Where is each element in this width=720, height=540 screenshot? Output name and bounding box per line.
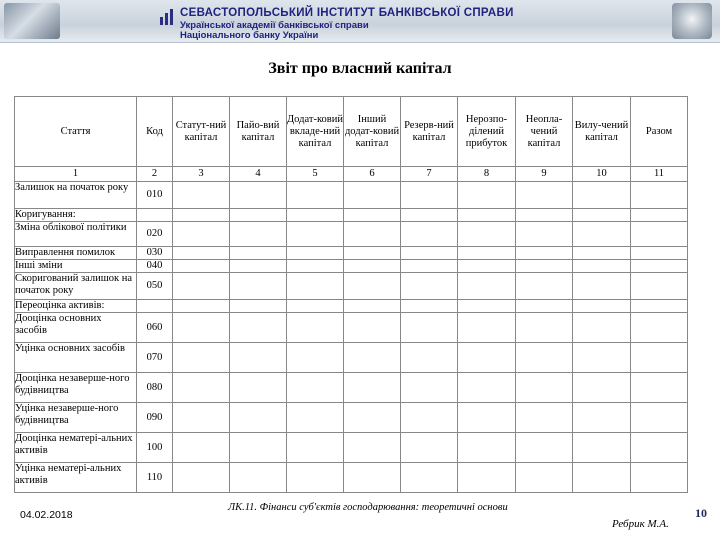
row-article: Дооцінка основних засобів bbox=[15, 313, 137, 343]
empty-cell bbox=[287, 260, 344, 273]
row-code bbox=[137, 300, 173, 313]
empty-cell bbox=[230, 343, 287, 373]
row-article: Коригування: bbox=[15, 209, 137, 222]
page-number: 10 bbox=[695, 506, 707, 520]
empty-cell bbox=[458, 260, 516, 273]
column-header-3: Статут-ний капітал bbox=[173, 97, 230, 167]
column-header-1: Стаття bbox=[15, 97, 137, 167]
institute-mark-icon bbox=[160, 9, 174, 25]
row-article: Уцінка основних засобів bbox=[15, 343, 137, 373]
empty-cell bbox=[516, 222, 573, 247]
empty-cell bbox=[173, 463, 230, 493]
empty-cell bbox=[631, 403, 688, 433]
table-row bbox=[15, 343, 688, 373]
row-code: 100 bbox=[137, 433, 173, 463]
row-code: 010 bbox=[137, 182, 173, 209]
empty-cell bbox=[401, 343, 458, 373]
empty-cell bbox=[631, 273, 688, 300]
empty-cell bbox=[631, 373, 688, 403]
table-row bbox=[15, 273, 688, 300]
empty-cell bbox=[344, 260, 401, 273]
empty-cell bbox=[516, 463, 573, 493]
empty-cell bbox=[458, 463, 516, 493]
empty-cell bbox=[631, 433, 688, 463]
column-header-6: Інший додат-ковий капітал bbox=[344, 97, 401, 167]
row-article: Інші зміни bbox=[15, 260, 137, 273]
empty-cell bbox=[287, 209, 344, 222]
empty-cell bbox=[458, 222, 516, 247]
column-number-8: 8 bbox=[458, 167, 516, 182]
empty-cell bbox=[573, 433, 631, 463]
empty-cell bbox=[173, 182, 230, 209]
empty-cell bbox=[230, 260, 287, 273]
empty-cell bbox=[230, 403, 287, 433]
empty-cell bbox=[573, 222, 631, 247]
table-row bbox=[15, 300, 688, 313]
empty-cell bbox=[458, 209, 516, 222]
institute-subtitle-2: Національного банку України bbox=[180, 30, 319, 41]
empty-cell bbox=[344, 373, 401, 403]
footer-lecture-title: ЛК.11. Фінанси суб'єктів господарювання: теоретичні основи bbox=[228, 502, 508, 513]
empty-cell bbox=[230, 273, 287, 300]
column-number-3: 3 bbox=[173, 167, 230, 182]
empty-cell bbox=[344, 182, 401, 209]
empty-cell bbox=[516, 373, 573, 403]
empty-cell bbox=[573, 403, 631, 433]
footer-date: 04.02.2018 bbox=[20, 509, 73, 521]
empty-cell bbox=[344, 313, 401, 343]
empty-cell bbox=[173, 260, 230, 273]
empty-cell bbox=[230, 222, 287, 247]
empty-cell bbox=[401, 247, 458, 260]
empty-cell bbox=[573, 182, 631, 209]
column-number-1: 1 bbox=[15, 167, 137, 182]
empty-cell bbox=[287, 433, 344, 463]
footer-author: Ребрик М.А. bbox=[612, 518, 669, 530]
empty-cell bbox=[516, 313, 573, 343]
empty-cell bbox=[573, 343, 631, 373]
empty-cell bbox=[631, 300, 688, 313]
row-article: Переоцінка активів: bbox=[15, 300, 137, 313]
empty-cell bbox=[230, 373, 287, 403]
column-header-11: Разом bbox=[631, 97, 688, 167]
empty-cell bbox=[573, 247, 631, 260]
row-code: 050 bbox=[137, 273, 173, 300]
empty-cell bbox=[401, 260, 458, 273]
empty-cell bbox=[344, 222, 401, 247]
column-number-row bbox=[15, 167, 688, 182]
table-row bbox=[15, 222, 688, 247]
empty-cell bbox=[458, 247, 516, 260]
empty-cell bbox=[573, 373, 631, 403]
empty-cell bbox=[401, 222, 458, 247]
empty-cell bbox=[516, 247, 573, 260]
empty-cell bbox=[173, 247, 230, 260]
column-header-8: Нерозпо-ділений прибуток bbox=[458, 97, 516, 167]
empty-cell bbox=[458, 300, 516, 313]
column-header-2: Код bbox=[137, 97, 173, 167]
row-code: 030 bbox=[137, 247, 173, 260]
empty-cell bbox=[287, 273, 344, 300]
column-number-6: 6 bbox=[344, 167, 401, 182]
empty-cell bbox=[573, 273, 631, 300]
table-row bbox=[15, 463, 688, 493]
row-article: Уцінка нематері-альних активів bbox=[15, 463, 137, 493]
column-number-2: 2 bbox=[137, 167, 173, 182]
empty-cell bbox=[173, 222, 230, 247]
equity-report-table bbox=[14, 96, 688, 493]
row-article: Залишок на початок року bbox=[15, 182, 137, 209]
row-code: 060 bbox=[137, 313, 173, 343]
empty-cell bbox=[230, 300, 287, 313]
empty-cell bbox=[516, 273, 573, 300]
empty-cell bbox=[287, 313, 344, 343]
empty-cell bbox=[573, 313, 631, 343]
empty-cell bbox=[631, 247, 688, 260]
row-code: 080 bbox=[137, 373, 173, 403]
empty-cell bbox=[573, 209, 631, 222]
empty-cell bbox=[344, 247, 401, 260]
empty-cell bbox=[573, 463, 631, 493]
table-row bbox=[15, 403, 688, 433]
empty-cell bbox=[287, 300, 344, 313]
empty-cell bbox=[458, 313, 516, 343]
empty-cell bbox=[230, 463, 287, 493]
column-header-7: Резерв-ний капітал bbox=[401, 97, 458, 167]
table-header-row bbox=[15, 97, 688, 167]
empty-cell bbox=[344, 273, 401, 300]
empty-cell bbox=[631, 260, 688, 273]
row-article: Зміна облікової політики bbox=[15, 222, 137, 247]
empty-cell bbox=[344, 209, 401, 222]
row-code: 020 bbox=[137, 222, 173, 247]
table-row bbox=[15, 209, 688, 222]
column-header-9: Неопла-чений капітал bbox=[516, 97, 573, 167]
coat-of-arms-logo bbox=[672, 3, 712, 39]
column-number-11: 11 bbox=[631, 167, 688, 182]
empty-cell bbox=[631, 343, 688, 373]
table-row bbox=[15, 247, 688, 260]
empty-cell bbox=[401, 373, 458, 403]
row-article: Скоригований залишок на початок року bbox=[15, 273, 137, 300]
empty-cell bbox=[344, 403, 401, 433]
table-body bbox=[15, 182, 688, 493]
empty-cell bbox=[516, 209, 573, 222]
empty-cell bbox=[516, 182, 573, 209]
row-code: 040 bbox=[137, 260, 173, 273]
empty-cell bbox=[230, 247, 287, 260]
row-article: Виправлення помилок bbox=[15, 247, 137, 260]
empty-cell bbox=[230, 433, 287, 463]
empty-cell bbox=[344, 433, 401, 463]
column-number-5: 5 bbox=[287, 167, 344, 182]
empty-cell bbox=[230, 313, 287, 343]
empty-cell bbox=[401, 273, 458, 300]
empty-cell bbox=[458, 273, 516, 300]
empty-cell bbox=[287, 463, 344, 493]
empty-cell bbox=[287, 343, 344, 373]
row-article: Дооцінка нематері-альних активів bbox=[15, 433, 137, 463]
empty-cell bbox=[173, 313, 230, 343]
table-row bbox=[15, 313, 688, 343]
empty-cell bbox=[458, 403, 516, 433]
empty-cell bbox=[631, 222, 688, 247]
empty-cell bbox=[631, 313, 688, 343]
empty-cell bbox=[631, 463, 688, 493]
header-banner bbox=[0, 0, 720, 43]
empty-cell bbox=[401, 300, 458, 313]
column-header-5: Додат-ковий вкладе-ний капітал bbox=[287, 97, 344, 167]
row-code: 070 bbox=[137, 343, 173, 373]
empty-cell bbox=[401, 463, 458, 493]
table-row bbox=[15, 260, 688, 273]
row-code bbox=[137, 209, 173, 222]
institute-name: СЕВАСТОПОЛЬСЬКИЙ ІНСТИТУТ БАНКІВСЬКОЇ СПРАВИ bbox=[180, 7, 514, 19]
empty-cell bbox=[287, 373, 344, 403]
row-article: Уцінка незаверше-ного будівництва bbox=[15, 403, 137, 433]
empty-cell bbox=[173, 343, 230, 373]
page-title: Звіт про власний капітал bbox=[268, 60, 452, 77]
empty-cell bbox=[230, 209, 287, 222]
column-number-7: 7 bbox=[401, 167, 458, 182]
empty-cell bbox=[344, 463, 401, 493]
column-number-10: 10 bbox=[573, 167, 631, 182]
empty-cell bbox=[573, 300, 631, 313]
empty-cell bbox=[516, 260, 573, 273]
empty-cell bbox=[631, 182, 688, 209]
empty-cell bbox=[173, 273, 230, 300]
empty-cell bbox=[516, 403, 573, 433]
empty-cell bbox=[344, 300, 401, 313]
empty-cell bbox=[287, 247, 344, 260]
empty-cell bbox=[230, 182, 287, 209]
empty-cell bbox=[173, 373, 230, 403]
column-number-9: 9 bbox=[516, 167, 573, 182]
empty-cell bbox=[573, 260, 631, 273]
empty-cell bbox=[516, 343, 573, 373]
empty-cell bbox=[173, 433, 230, 463]
table-row bbox=[15, 182, 688, 209]
column-header-4: Пайо-вий капітал bbox=[230, 97, 287, 167]
empty-cell bbox=[516, 300, 573, 313]
empty-cell bbox=[516, 433, 573, 463]
empty-cell bbox=[401, 313, 458, 343]
empty-cell bbox=[458, 343, 516, 373]
empty-cell bbox=[287, 403, 344, 433]
empty-cell bbox=[173, 403, 230, 433]
row-code: 090 bbox=[137, 403, 173, 433]
empty-cell bbox=[287, 182, 344, 209]
table-row bbox=[15, 373, 688, 403]
empty-cell bbox=[458, 182, 516, 209]
row-code: 110 bbox=[137, 463, 173, 493]
column-header-10: Вилу-чений капітал bbox=[573, 97, 631, 167]
empty-cell bbox=[401, 182, 458, 209]
empty-cell bbox=[173, 300, 230, 313]
empty-cell bbox=[631, 209, 688, 222]
empty-cell bbox=[401, 403, 458, 433]
institute-subtitle-1: Української академії банківської справи bbox=[180, 20, 369, 31]
table-row bbox=[15, 433, 688, 463]
institute-building-logo bbox=[4, 3, 60, 39]
row-article: Дооцінка незаверше-ного будівництва bbox=[15, 373, 137, 403]
empty-cell bbox=[401, 433, 458, 463]
empty-cell bbox=[173, 209, 230, 222]
empty-cell bbox=[458, 373, 516, 403]
empty-cell bbox=[401, 209, 458, 222]
empty-cell bbox=[344, 343, 401, 373]
column-number-4: 4 bbox=[230, 167, 287, 182]
empty-cell bbox=[458, 433, 516, 463]
empty-cell bbox=[287, 222, 344, 247]
